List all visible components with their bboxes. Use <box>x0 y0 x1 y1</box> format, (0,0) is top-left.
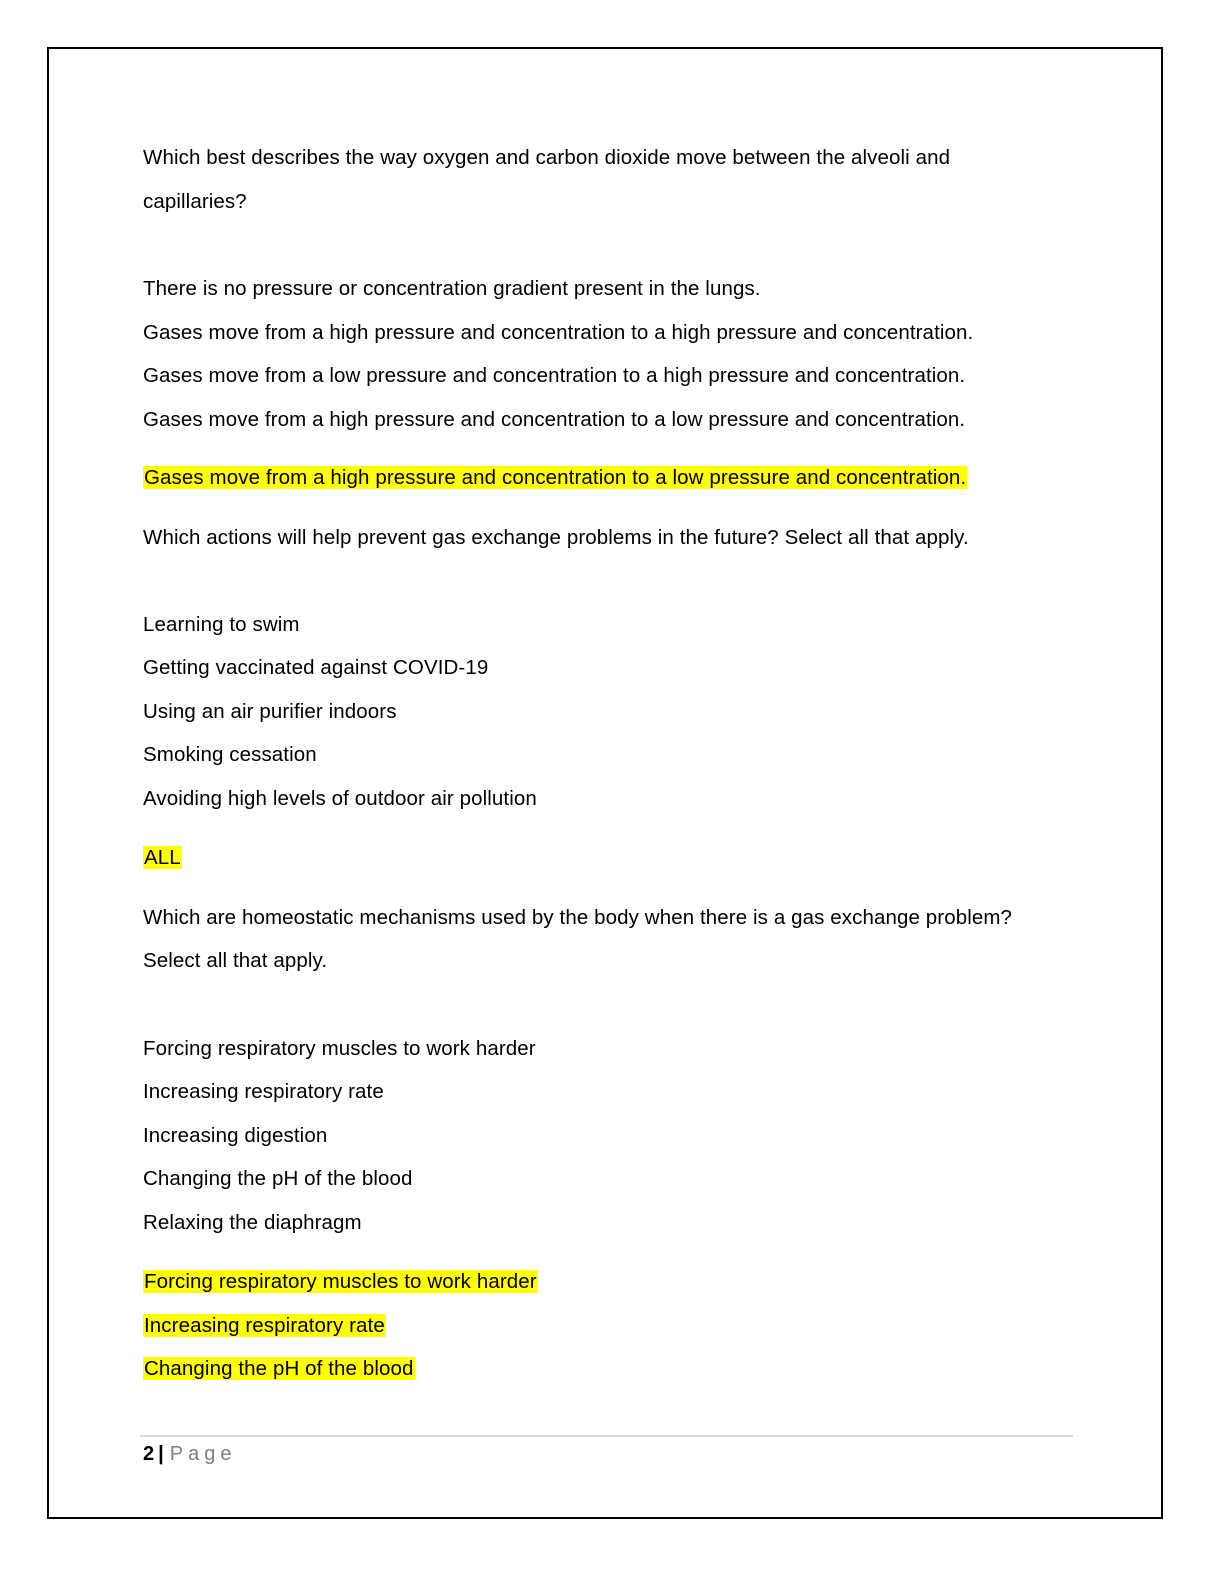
question-2-option: Using an air purifier indoors <box>143 700 397 723</box>
page-label: Page <box>169 1443 237 1465</box>
question-2-option: Learning to swim <box>143 613 300 636</box>
question-3-option: Changing the pH of the blood <box>143 1167 413 1190</box>
question-3-option: Increasing respiratory rate <box>143 1080 384 1103</box>
question-1-option: There is no pressure or concentration gradient present in the lungs. <box>143 277 761 300</box>
question-3-answer <box>143 1269 538 1295</box>
question-1-option: Gases move from a high pressure and concentration to a low pressure and concentration. <box>143 408 966 431</box>
question-2-prompt-line-1: Which actions will help prevent gas exchange problems in the future? Select all that apply. <box>143 526 969 549</box>
highlighted-answer: Forcing respiratory muscles to work harder <box>144 1270 537 1293</box>
question-3-option: Forcing respiratory muscles to work harder <box>143 1037 536 1060</box>
question-1-answer <box>143 465 967 491</box>
question-3-option: Relaxing the diaphragm <box>143 1211 362 1234</box>
question-3-prompt-line-1: Which are homeostatic mechanisms used by the body when there is a gas exchange problem? <box>143 906 1013 929</box>
question-2-option: Avoiding high levels of outdoor air pollution <box>143 787 537 810</box>
question-2-answer <box>143 845 182 871</box>
question-2-option: Getting vaccinated against COVID-19 <box>143 656 489 679</box>
question-1-prompt-line-2: capillaries? <box>143 190 247 213</box>
highlighted-answer: Gases move from a high pressure and concentration to a low pressure and concentration. <box>144 466 967 489</box>
question-3-answer <box>143 1313 386 1339</box>
question-1-prompt-line-1: Which best describes the way oxygen and carbon dioxide move between the alveoli and <box>143 146 951 169</box>
footer-divider <box>140 1435 1073 1437</box>
question-1-option: Gases move from a low pressure and concentration to a high pressure and concentration. <box>143 364 966 387</box>
question-2-option: Smoking cessation <box>143 743 317 766</box>
page-border <box>47 47 1163 1519</box>
question-1-option: Gases move from a high pressure and concentration to a high pressure and concentration. <box>143 321 974 344</box>
highlighted-answer: Changing the pH of the blood <box>144 1357 414 1380</box>
question-3-answer <box>143 1356 415 1382</box>
highlighted-answer: ALL <box>144 846 181 869</box>
page-number: 2 <box>143 1443 155 1465</box>
footer-separator: | <box>158 1443 164 1465</box>
question-3-option: Increasing digestion <box>143 1124 328 1147</box>
question-3-prompt-line-2: Select all that apply. <box>143 949 328 972</box>
page-footer <box>143 1441 236 1467</box>
highlighted-answer: Increasing respiratory rate <box>144 1314 385 1337</box>
